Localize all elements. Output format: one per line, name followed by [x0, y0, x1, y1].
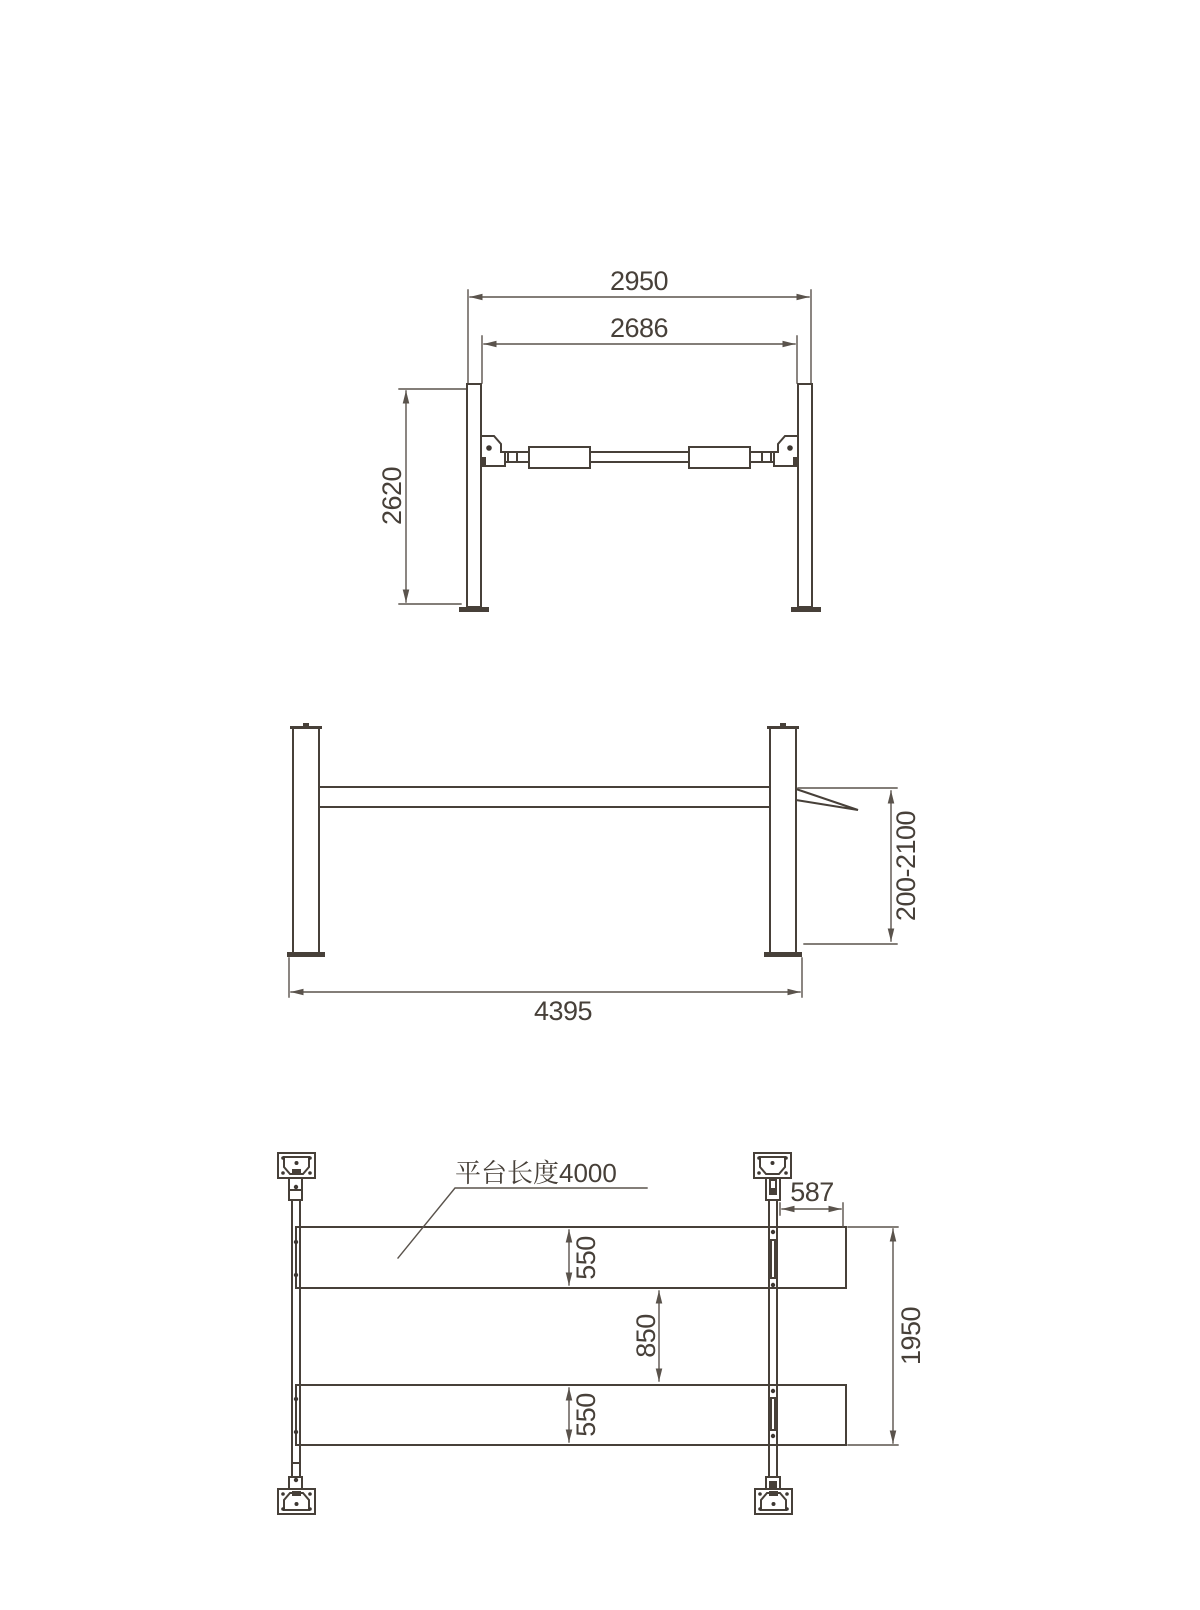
side-left-baseplate: [287, 952, 325, 957]
front-view: [377, 266, 821, 612]
platform-length-leader: [398, 1188, 647, 1258]
front-right-column: [798, 384, 812, 607]
side-right-column: [770, 728, 796, 953]
base-plate-bottom-left: [278, 1489, 315, 1514]
dim-column-height-label: 2620: [377, 466, 407, 526]
lock-slot-front: [771, 1240, 775, 1278]
dim-overall-width-label: 2950: [609, 266, 669, 296]
lock-pin-top: [771, 1188, 775, 1194]
front-left-baseplate: [459, 607, 489, 612]
cylinder-right: [689, 447, 750, 468]
dim-runway-width-rear-label: 550: [571, 1393, 601, 1437]
cylinder-left: [529, 447, 590, 468]
dim-runway-width-front-label: 550: [571, 1236, 601, 1280]
left-beam-bolt: [294, 1397, 298, 1401]
side-right-cap-nub: [780, 723, 786, 726]
side-view: [287, 723, 921, 1026]
bracket-bolt-left: [486, 445, 492, 451]
base-plate-top-right: [754, 1153, 791, 1178]
lock-slot-rear: [771, 1398, 775, 1430]
left-beam-bolt: [294, 1478, 298, 1482]
right-beam-bolt: [771, 1283, 775, 1287]
side-left-column-cap: [290, 726, 322, 729]
front-right-baseplate: [791, 607, 821, 612]
dim-overall-length-label: 4395: [533, 996, 593, 1026]
dim-platform-width-label: 1950: [896, 1306, 926, 1366]
front-left-column: [467, 384, 481, 607]
bracket-bolt-right: [787, 445, 793, 451]
side-left-column: [293, 728, 319, 953]
crossbeam-assembly: [480, 436, 799, 468]
dim-height-range-label: 200-2100: [891, 810, 921, 922]
lock-mechanism-bottom: [769, 1481, 777, 1488]
dim-inner-width-label: 2686: [609, 313, 669, 343]
left-beam-bolt: [294, 1273, 298, 1277]
dim-runway-gap-label: 850: [631, 1314, 661, 1358]
dim-overhang-label: 587: [790, 1177, 834, 1207]
plan-view: [278, 1153, 926, 1514]
approach-ramp: [796, 789, 858, 810]
left-beam-bolt: [294, 1185, 298, 1189]
side-right-column-cap: [767, 726, 799, 729]
platform-beam: [306, 787, 776, 807]
left-beam-bolt: [294, 1430, 298, 1434]
base-plate-top-left: [278, 1153, 315, 1178]
right-beam-bolt: [771, 1389, 775, 1393]
left-beam-bolt: [294, 1240, 298, 1244]
side-left-cap-nub: [303, 723, 309, 726]
right-beam-bolt: [771, 1230, 775, 1234]
right-beam-bolt: [771, 1434, 775, 1438]
height-range-extension-lines: [798, 788, 897, 944]
plan-right-crossbeam: [766, 1169, 780, 1489]
base-plate-bottom-right: [755, 1489, 792, 1514]
side-right-baseplate: [764, 952, 802, 957]
overall-length-extension-lines: [289, 958, 802, 997]
platform-length-label: 平台长度4000: [455, 1158, 617, 1188]
platform-width-extension-lines: [848, 1227, 898, 1445]
